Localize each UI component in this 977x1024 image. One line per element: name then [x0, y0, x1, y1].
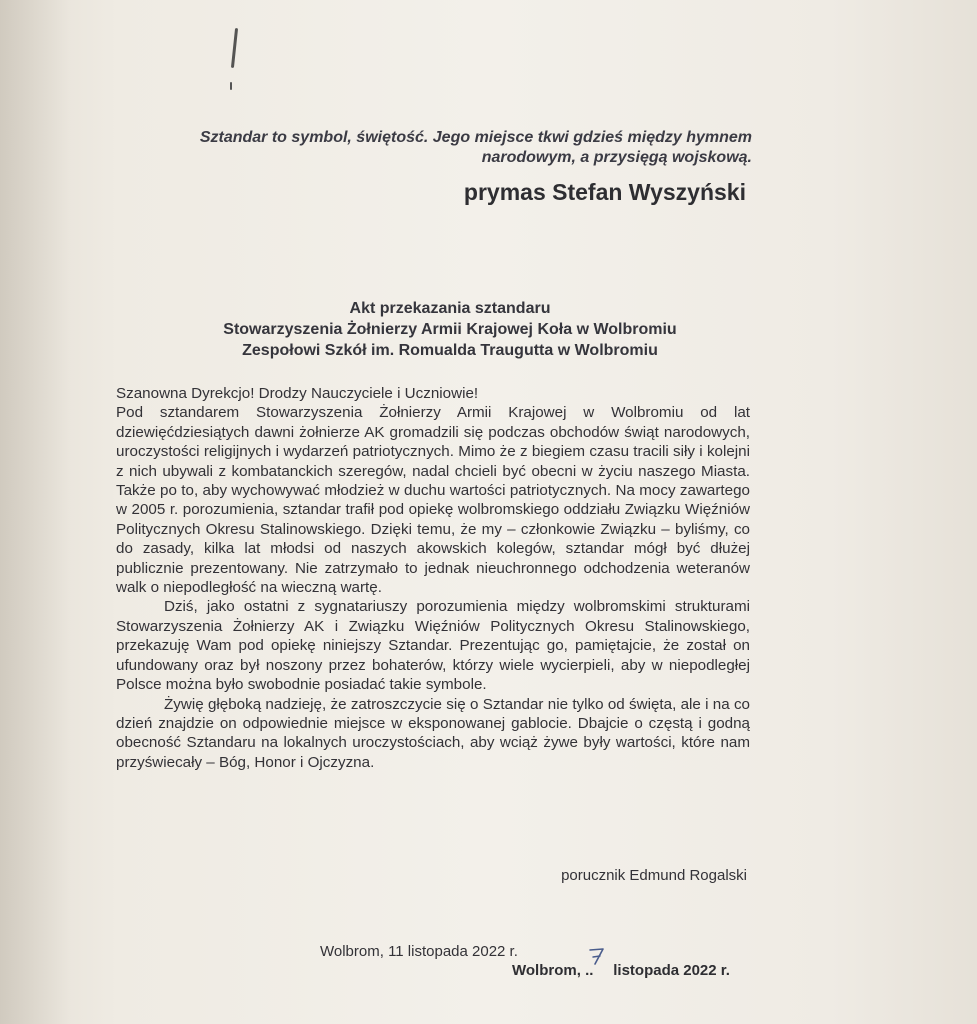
- quote-line-1: Sztandar to symbol, świętość. Jego miejsce tkwi gdzieś między hymnem: [199, 129, 752, 146]
- greeting: Szanowna Dyrekcjo! Drodzy Nauczyciele i Uczniowie!: [116, 385, 479, 402]
- document-title: [160, 298, 740, 361]
- signature: porucznik Edmund Rogalski: [561, 867, 747, 884]
- pen-mark: [231, 28, 238, 68]
- paragraph-3: Żywię głęboką nadzieję, że zatroszczycie się o Sztandar nie tylko od święta, ale i na co dzień znajdzie on odpowiednie miejsce w eksponowanej gablocie. Dbajcie o częstą i godną obecność Sztandaru na lokalnych uroczystościach, aby wciąż żywe były wartości, które nam przyświecały – Bóg, Honor i Ojczyzna.: [116, 695, 750, 771]
- pen-dot: [230, 82, 232, 90]
- date-typed: Wolbrom, 11 listopada 2022 r.: [320, 943, 518, 960]
- paragraph-2: Dziś, jako ostatni z sygnatariuszy porozumienia między wolbromskimi strukturami Stowarzyszenia Żołnierzy AK i Związku Więźniów Politycznych Okresu Stalinowskiego, przekazuję Wam pod opiekę niniejszy Sztandar. Prezentując go, pamiętajcie, że został on ufundowany oraz był noszony przez bohaterów, którzy wiele wycierpieli, aby w niepodległej Polsce można było swobodnie posiadać takie symbole.: [116, 598, 750, 694]
- quote-line-2: narodowym, a przysięgą wojskową.: [481, 149, 752, 166]
- page-shadow: [0, 0, 70, 1024]
- paragraph-1: Pod sztandarem Stowarzyszenia Żołnierzy Armii Krajowej w Wolbromiu od lat dziewięćdziesiątych dawni żołnierze AK gromadzili się podczas obchodów świąt narodowych, uroczystości religijnych i wydarzeń patriotycznych. Mimo że z biegiem czasu tracili siły i kolejni z nich ubywali z kombatanckich szeregów, nadal chcieli być obecni w życiu naszego Miasta. Także po to, aby wychowywać młodzież w duchu wartości patriotycznych. Na mocy zawartego w 2005 r. porozumienia, sztandar trafił pod opiekę wolbromskiego oddziału Związku Więźniów Politycznych Okresu Stalinowskiego. Dzięki temu, że my – członkowie Związku – byliśmy, co do zasady, kilka lat młodsi od naszych akowskich kolegów, sztandar mógł być dłużej publicznie prezentowany. Nie zatrzymało to jednak nieuchronnego odchodzenia weteranów walk o niepodległość na wieczną wartę.: [116, 404, 750, 597]
- date-placeholder: ..: [585, 962, 594, 979]
- title-line-1: Akt przekazania sztandaru: [349, 300, 551, 317]
- title-line-2: Stowarzyszenia Żołnierzy Armii Krajowej Koła w Wolbromiu: [223, 321, 677, 338]
- date-template: [512, 962, 730, 979]
- handwritten-day-mark: [585, 962, 609, 979]
- document-body: [116, 384, 750, 772]
- handwritten-seven-icon: [585, 944, 609, 968]
- quote-author: prymas Stefan Wyszyński: [463, 179, 746, 205]
- date-prefix: Wolbrom,: [512, 962, 581, 979]
- title-line-3: Zespołowi Szkół im. Romualda Traugutta w Wolbromiu: [242, 342, 658, 359]
- date-suffix: listopada 2022 r.: [613, 962, 730, 979]
- epigraph-quote: [140, 128, 752, 168]
